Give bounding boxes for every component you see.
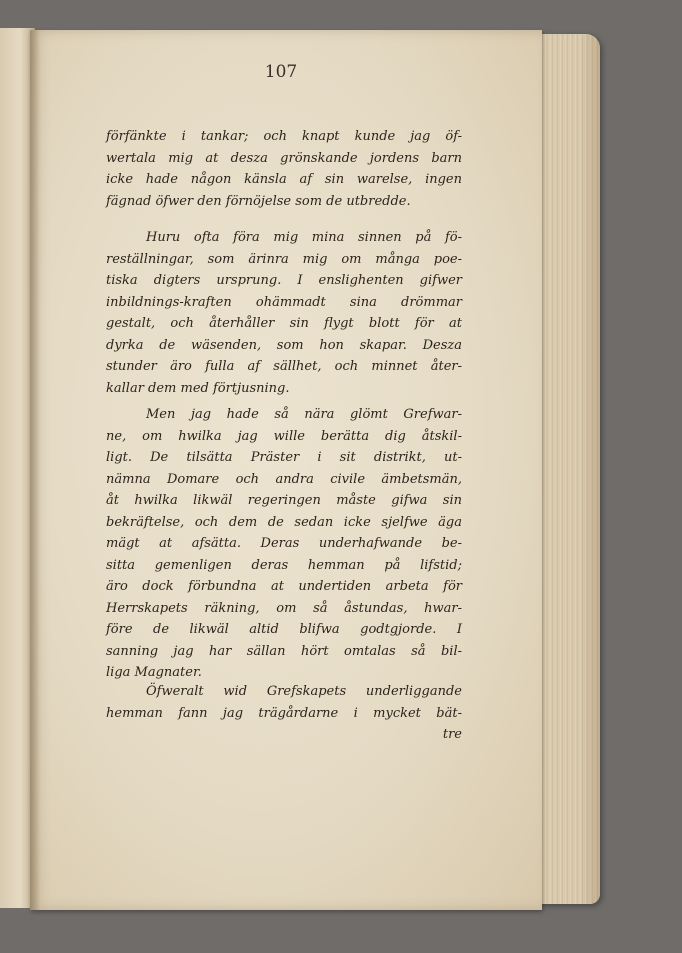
paragraph-1 (106, 126, 462, 212)
text-line: liga Magnater. (106, 665, 202, 680)
text-line: Men jag hade så nära glömt Grefwar- (146, 407, 462, 422)
text-line: Öfweralt wid Grefskapets underliggande (146, 684, 462, 699)
text-line: äro dock förbundna at undertiden arbeta för (106, 579, 462, 594)
page-stack-edge (534, 34, 600, 904)
text-line: sitta gemenligen deras hemman på lifstid; (106, 557, 462, 573)
text-line: bekräftelse, och dem de sedan icke sjelfwe äga (106, 514, 462, 530)
text-line: gestalt, och återhåller sin flygt blott för at (106, 316, 462, 331)
text-line: Herrskapets räkning, om så åstundas, hwar- (106, 600, 462, 616)
page-number: 107 (264, 62, 298, 82)
text-line: sanning jag har sällan hört omtalas så bil- (106, 643, 462, 659)
text-line: mägt at afsätta. Deras underhafwande be- (106, 536, 462, 551)
catchword: tre (442, 727, 462, 742)
text-line: förfänkte i tankar; och knapt kunde jag öf- (106, 129, 462, 144)
text-line: tiska digters ursprung. I enslighenten gifwer (106, 273, 462, 288)
text-line: före de likwäl altid blifwa godtgjorde. I (106, 622, 462, 637)
text-line: hemman fann jag trägårdarne i mycket bät- (106, 705, 462, 721)
text-line: reställningar, som ärinra mig om många poe- (106, 251, 462, 267)
text-line: wertala mig at desza grönskande jordens barn (106, 150, 462, 166)
text-line: kallar dem med förtjusning. (106, 380, 290, 396)
text-line: åt hwilka likwäl regeringen måste gifwa sin (106, 493, 462, 508)
text-line: dyrka de wäsenden, som hon skapar. Desza (106, 337, 462, 353)
text-line: ne, om hwilka jag wille berätta dig åtskil- (106, 428, 462, 444)
text-line: nämna Domare och andra civile ämbetsmän, (106, 471, 462, 487)
paragraph-2 (106, 227, 462, 399)
text-line: stunder äro fulla af sällhet, och minnet åter- (106, 359, 462, 374)
text-line: icke hade någon känsla af sin warelse, ingen (106, 172, 462, 187)
binding-gutter-shadow (30, 30, 40, 910)
text-line: inbildnings-kraften ohämmadt sina drömmar (106, 294, 462, 310)
paragraph-3 (106, 404, 462, 684)
text-line: fägnad öfwer den förnöjelse som de utbredde. (106, 193, 411, 209)
text-line: Huru ofta föra mig mina sinnen på fö- (146, 230, 462, 245)
paragraph-4 (106, 681, 462, 746)
text-line: ligt. De tilsätta Präster i sit distrikt, ut- (106, 450, 462, 465)
